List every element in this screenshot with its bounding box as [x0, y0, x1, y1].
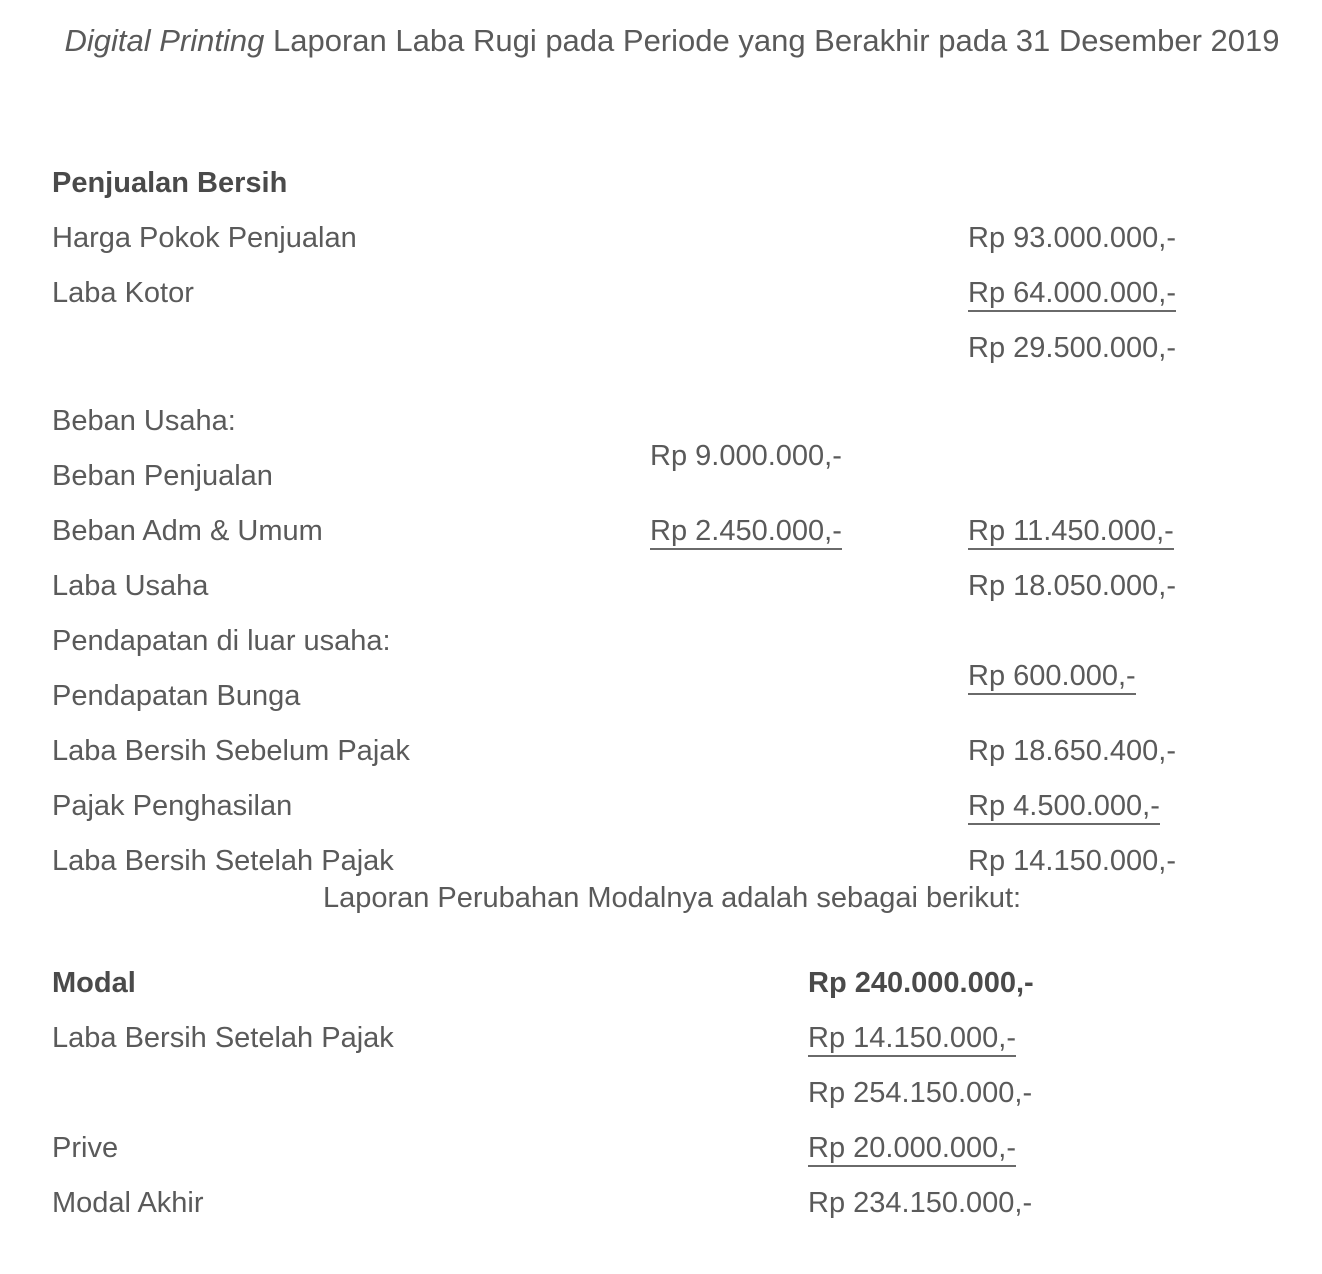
table-row [0, 963, 1322, 1018]
row-amount-laba-bersih-setelah-pajak: Rp 14.150.000,- [968, 845, 1176, 877]
row-amount-modal-subtotal: Rp 254.150.000,- [808, 1077, 1033, 1109]
row-label-pajak-penghasilan: Pajak Penghasilan [52, 790, 293, 822]
table-row [0, 218, 1322, 273]
row-label-pendapatan-di-luar-usaha: Pendapatan di luar usaha: [52, 625, 391, 657]
row-label-prive: Prive [52, 1132, 119, 1164]
row-amount-harga-pokok-penjualan: Rp 93.000.000,- [968, 222, 1176, 254]
row-amount-pendapatan-bunga-value: Rp 600.000,- [968, 660, 1136, 695]
table-row [0, 660, 1322, 731]
row-amount-total-beban-usaha-value: Rp 11.450.000,- [968, 515, 1174, 550]
document-title [52, 18, 1292, 65]
income-statement-section [0, 163, 1322, 896]
table-row [0, 1018, 1322, 1073]
row-amount-modal-laba-bersih-setelah-pajak [808, 1018, 1016, 1058]
row-amount-laba-kotor-value: Rp 64.000.000,- [968, 277, 1176, 312]
equity-statement-heading: Laporan Perubahan Modalnya adalah sebagai berikut: [322, 882, 1022, 914]
table-row [0, 1128, 1322, 1183]
row-amount-prive-value: Rp 20.000.000,- [808, 1132, 1016, 1167]
document-title-rest: Laporan Laba Rugi pada Periode yang Berakhir pada 31 Desember 2019 [264, 23, 1280, 58]
row-label-modal-akhir: Modal Akhir [52, 1187, 204, 1219]
row-amount-beban-penjualan: Rp 9.000.000,- [650, 440, 842, 472]
table-row [0, 273, 1322, 328]
row-label-beban-usaha: Beban Usaha: [52, 405, 236, 437]
row-amount-laba-bersih-sebelum-pajak: Rp 18.650.400,- [968, 735, 1176, 767]
row-amount-laba-kotor [968, 273, 1176, 313]
row-label-beban-penjualan: Beban Penjualan [52, 460, 273, 492]
row-label-laba-kotor: Laba Kotor [52, 277, 194, 309]
table-row [0, 1183, 1322, 1238]
row-amount-pendapatan-bunga [968, 656, 1136, 696]
row-amount-modal: Rp 240.000.000,- [808, 967, 1034, 999]
document-title-emphasis: Digital Printing [64, 23, 265, 58]
table-row [0, 163, 1322, 218]
row-amount-modal-laba-bersih-setelah-pajak-value: Rp 14.150.000,- [808, 1022, 1016, 1057]
row-amount-pajak-penghasilan [968, 786, 1160, 826]
table-row [0, 511, 1322, 566]
table-row [0, 1073, 1322, 1128]
row-label-modal: Modal [52, 967, 136, 999]
row-label-laba-bersih-sebelum-pajak: Laba Bersih Sebelum Pajak [52, 735, 410, 767]
row-label-laba-bersih-setelah-pajak: Laba Bersih Setelah Pajak [52, 845, 394, 877]
row-amount-pajak-penghasilan-value: Rp 4.500.000,- [968, 790, 1160, 825]
table-row [0, 328, 1322, 383]
row-label-pendapatan-bunga: Pendapatan Bunga [52, 680, 301, 712]
row-spacer [0, 383, 1322, 401]
row-label-modal-laba-bersih-setelah-pajak: Laba Bersih Setelah Pajak [52, 1022, 394, 1054]
table-row [0, 786, 1322, 841]
row-amount-modal-akhir: Rp 234.150.000,- [808, 1187, 1033, 1219]
row-label-harga-pokok-penjualan: Harga Pokok Penjualan [52, 222, 357, 254]
table-row [0, 440, 1322, 511]
row-label-penjualan-bersih: Penjualan Bersih [52, 167, 288, 199]
row-label-beban-adm-umum: Beban Adm & Umum [52, 515, 323, 547]
row-amount-prive [808, 1128, 1016, 1168]
row-amount-total-beban-usaha [968, 511, 1174, 551]
row-label-laba-usaha: Laba Usaha [52, 570, 209, 602]
table-row [0, 566, 1322, 621]
table-row [0, 731, 1322, 786]
row-amount-subtotal-penjualan: Rp 29.500.000,- [968, 332, 1176, 364]
equity-statement-section [0, 963, 1322, 1238]
row-amount-beban-adm-umum [650, 511, 842, 551]
row-amount-beban-adm-umum-value: Rp 2.450.000,- [650, 515, 842, 550]
row-amount-laba-usaha: Rp 18.050.000,- [968, 570, 1176, 602]
